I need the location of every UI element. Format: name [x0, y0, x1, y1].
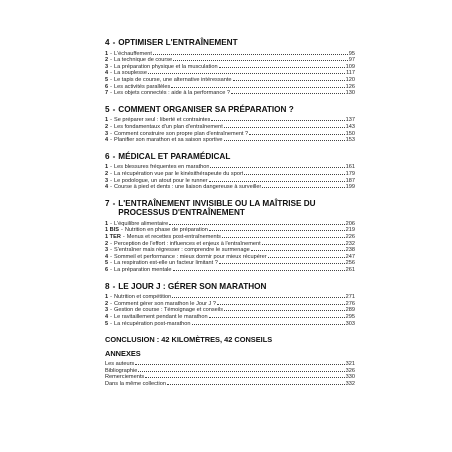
toc-entry[interactable] — [105, 221, 355, 228]
dot-leader — [145, 377, 344, 378]
entry-separator: - — [110, 177, 112, 184]
chapter-number: 5 — [105, 104, 110, 114]
dot-leader — [219, 67, 345, 68]
dot-leader — [153, 54, 348, 55]
dot-leader — [251, 250, 345, 251]
page-number: 206 — [345, 220, 355, 227]
entry-number: 3 — [105, 247, 109, 254]
entry-title: La respiration est-elle un facteur limitant ? — [114, 260, 218, 267]
entry-separator: - — [110, 260, 112, 267]
entry-number: 5 — [105, 320, 109, 327]
entry-title: Le ravitaillement pendant le marathon — [114, 314, 208, 320]
page-number: 232 — [345, 240, 355, 247]
chapter-separator: - — [112, 281, 116, 291]
entry-title: Le podologue, un atout pour le runner — [114, 177, 208, 184]
entry-title: Dans la même collection — [105, 380, 166, 387]
dot-leader — [209, 317, 345, 318]
annex-entry[interactable] — [105, 381, 355, 388]
entry-separator: - — [110, 164, 112, 171]
chapter-separator: - — [112, 151, 116, 161]
dot-leader — [219, 263, 345, 264]
chapter-number: 4 — [105, 38, 110, 47]
page-number: 303 — [345, 320, 355, 327]
dot-leader — [262, 187, 344, 188]
dot-leader — [172, 297, 344, 298]
toc-entry[interactable] — [105, 314, 355, 321]
annex-entry[interactable] — [105, 361, 355, 368]
entry-number: 5 — [105, 76, 109, 83]
chapter-heading — [105, 282, 355, 292]
entry-number: 1 — [105, 294, 109, 301]
dot-leader — [262, 244, 345, 245]
chapter-heading — [105, 199, 355, 218]
toc-entry[interactable] — [105, 90, 355, 97]
toc-entry[interactable] — [105, 64, 355, 71]
page-number: 130 — [345, 90, 355, 97]
entry-title: Les auteurs — [105, 361, 135, 368]
entry-separator: - — [110, 76, 112, 83]
entry-number: 2 — [105, 240, 109, 247]
entry-title: Comment construire son propre plan d'entraînement ? — [114, 130, 249, 137]
page-number: 150 — [345, 130, 355, 137]
entry-title: Le tapis de course, une alternative intéressante — [114, 76, 232, 83]
page-number: 330 — [345, 374, 355, 381]
toc-entry[interactable] — [105, 321, 355, 328]
entry-number: 1 BIS — [105, 227, 119, 234]
page-number: 226 — [345, 234, 355, 241]
entry-title: Perception de l'effort : influences et enjeux à l'entraînement — [114, 240, 261, 247]
toc-entry[interactable] — [105, 51, 355, 58]
chapter-number: 7 — [105, 198, 110, 208]
entry-title: La récupération post-marathon — [114, 320, 191, 327]
entry-number: 3 — [105, 130, 109, 137]
page-number: 161 — [345, 164, 355, 171]
toc-entry[interactable] — [105, 267, 355, 274]
dot-leader — [171, 87, 344, 88]
toc-entry[interactable] — [105, 247, 355, 254]
dot-leader — [233, 80, 345, 81]
toc-entry[interactable] — [105, 117, 355, 124]
chapter-section — [105, 152, 355, 191]
entry-separator: - — [110, 83, 112, 90]
entry-separator: - — [110, 130, 112, 137]
page-number: 321 — [345, 361, 355, 368]
dot-leader — [224, 140, 345, 141]
toc-entry[interactable] — [105, 164, 355, 171]
entry-separator: - — [110, 294, 112, 301]
toc-entry[interactable] — [105, 171, 355, 178]
entry-separator: - — [121, 227, 123, 234]
entry-number: 3 — [105, 177, 109, 184]
entry-title: La souplesse — [114, 70, 147, 77]
dot-leader — [148, 73, 345, 74]
page-number: 295 — [345, 314, 355, 320]
page-number: 199 — [345, 184, 355, 191]
entry-separator: - — [110, 314, 112, 320]
page-number: 117 — [346, 70, 355, 77]
dot-leader — [224, 127, 345, 128]
entry-separator: - — [110, 300, 112, 307]
annex-entry[interactable] — [105, 374, 355, 381]
entry-title: Remerciements — [105, 374, 145, 381]
entry-title: La technique de course — [114, 57, 173, 64]
chapter-section — [105, 38, 355, 97]
entry-number: 4 — [105, 314, 109, 320]
toc-entry[interactable] — [105, 227, 355, 234]
page-number: 271 — [345, 294, 355, 301]
toc-entry[interactable] — [105, 307, 355, 314]
entry-separator: - — [110, 247, 112, 254]
entry-number: 1 — [105, 220, 109, 227]
entry-number: 2 — [105, 123, 109, 130]
entry-separator: - — [110, 240, 112, 247]
entry-title: Course à pied et dents : une liaison dangereuse à surveiller — [114, 184, 262, 191]
entry-title: Menus et recettes post-entraînements — [126, 234, 221, 241]
dot-leader — [209, 181, 345, 182]
chapter-separator: - — [112, 198, 116, 208]
entry-number: 3 — [105, 63, 109, 70]
entry-number: 1 — [105, 50, 109, 57]
dot-leader — [244, 174, 344, 175]
conclusion-heading[interactable]: CONCLUSION : 42 KILOMÈTRES, 42 CONSEILS — [105, 335, 273, 345]
page-number: 126 — [345, 83, 355, 90]
toc-entry[interactable] — [105, 57, 355, 64]
entry-title: Sommeil et performance : mieux dormir pour mieux récupérer — [114, 253, 267, 260]
entry-title: Se préparer seul : liberté et contraintes — [114, 117, 211, 124]
dot-leader — [210, 167, 344, 168]
page-number: 109 — [345, 63, 355, 70]
chapter-heading — [105, 38, 355, 48]
toc-entry[interactable] — [105, 234, 355, 241]
toc-entry[interactable] — [105, 178, 355, 185]
toc-entry[interactable] — [105, 84, 355, 91]
entry-separator: - — [110, 253, 112, 260]
dot-leader — [173, 270, 345, 271]
entry-number: 4 — [105, 70, 109, 77]
dot-leader — [231, 93, 345, 94]
page-number: 187 — [345, 177, 355, 184]
page-number: 219 — [345, 227, 355, 234]
entry-separator: - — [110, 50, 112, 57]
entry-title: La préparation mentale — [114, 267, 172, 274]
dot-leader — [138, 371, 344, 372]
entry-separator: - — [110, 90, 112, 97]
entry-separator: - — [110, 220, 112, 227]
entry-number: 4 — [105, 253, 109, 260]
toc-entry[interactable] — [105, 184, 355, 191]
page-number: 261 — [345, 267, 355, 274]
entry-number: 4 — [105, 184, 109, 191]
entry-title: Les activités parallèles — [114, 83, 171, 90]
entry-separator: - — [110, 184, 112, 191]
chapter-title: COMMENT ORGANISER SA PRÉPARATION ? — [118, 104, 294, 114]
entry-number: 7 — [105, 90, 109, 97]
entry-number: 4 — [105, 137, 109, 144]
table-of-contents — [105, 38, 355, 388]
entry-title: Gestion de course : Témoignage et conseils — [114, 307, 224, 314]
entry-separator: - — [110, 57, 112, 64]
dot-leader — [217, 304, 345, 305]
entry-separator: - — [110, 170, 112, 177]
entry-number: 6 — [105, 267, 109, 274]
entry-separator: - — [110, 123, 112, 130]
entry-separator: - — [110, 70, 112, 77]
chapter-number: 6 — [105, 151, 110, 161]
dot-leader — [222, 237, 345, 238]
entry-title: Nutrition et compétition — [114, 294, 172, 301]
entry-separator: - — [110, 307, 112, 314]
page-number: 137 — [345, 117, 355, 124]
entry-number: 2 — [105, 170, 109, 177]
dot-leader — [211, 120, 344, 121]
entry-number: 1 — [105, 164, 109, 171]
page-number: 256 — [345, 260, 355, 267]
dot-leader — [268, 257, 345, 258]
dot-leader — [167, 384, 345, 385]
toc-entry[interactable] — [105, 70, 355, 77]
page-number: 153 — [345, 137, 355, 144]
entry-number: 6 — [105, 83, 109, 90]
dot-leader — [224, 310, 345, 311]
toc-entry[interactable] — [105, 294, 355, 301]
entry-title: La récupération vue par le kinésithérapeute du sport — [114, 170, 244, 177]
entry-separator: - — [110, 267, 112, 274]
entry-number: 2 — [105, 300, 109, 307]
dot-leader — [173, 60, 348, 61]
dot-leader — [192, 324, 345, 325]
chapter-title: LE JOUR J : GÉRER SON MARATHON — [118, 281, 267, 291]
chapter-number: 8 — [105, 281, 110, 291]
toc-entry[interactable] — [105, 301, 355, 308]
page-number: 120 — [345, 76, 355, 83]
entry-separator: - — [122, 234, 125, 241]
toc-entry[interactable] — [105, 137, 355, 144]
dot-leader — [209, 230, 345, 231]
entry-separator: - — [110, 320, 112, 327]
page-number: 238 — [345, 247, 355, 254]
entry-separator: - — [110, 137, 112, 144]
entry-title: L'échauffement — [114, 50, 152, 57]
entry-number: 2 — [105, 57, 109, 64]
chapter-section — [105, 105, 355, 144]
toc-entry[interactable] — [105, 241, 355, 248]
toc-entry[interactable] — [105, 260, 355, 267]
entry-title: Comment gérer son marathon le Jour J ? — [114, 300, 216, 307]
chapter-title: OPTIMISER L'ENTRAÎNEMENT — [118, 38, 238, 47]
entry-title: Les objets connectés : aide à la performance ? — [114, 90, 230, 97]
page-number: 95 — [348, 50, 355, 57]
page-number: 247 — [345, 253, 355, 260]
page-number: 179 — [345, 170, 355, 177]
entry-title: L'équilibre alimentaire — [114, 220, 169, 227]
chapter-separator: - — [112, 104, 116, 114]
dot-leader — [169, 224, 344, 225]
chapter-title: MÉDICAL ET PARAMÉDICAL — [118, 151, 231, 161]
entry-number: 3 — [105, 307, 109, 314]
page-number: 289 — [345, 307, 355, 314]
entry-number: 1 — [105, 117, 109, 124]
chapter-section — [105, 282, 355, 328]
annexes-heading: ANNEXES — [105, 349, 141, 359]
entry-title: Les blessures fréquentes en marathon — [114, 164, 210, 171]
page-number: 97 — [348, 57, 355, 64]
entry-title: Planifier son marathon et sa saison sportive — [114, 137, 223, 144]
chapter-title: L'ENTRAÎNEMENT INVISIBLE OU LA MAÎTRISE DU PROCESSUS D'ENTRAÎNEMENT — [118, 198, 316, 218]
entry-title: La préparation physique et la musculation — [114, 63, 218, 70]
annex-entry[interactable] — [105, 368, 355, 375]
page-number: 332 — [345, 380, 355, 387]
entry-separator: - — [110, 117, 112, 124]
entry-title: Nutrition en phase de préparation — [124, 227, 208, 234]
toc-entry[interactable] — [105, 131, 355, 138]
chapter-heading — [105, 152, 355, 162]
entry-separator: - — [110, 63, 112, 70]
page-number: 143 — [345, 123, 355, 130]
dot-leader — [135, 364, 344, 365]
toc-entry[interactable] — [105, 77, 355, 84]
page-number: 276 — [345, 300, 355, 307]
dot-leader — [249, 134, 345, 135]
entry-title: Les fondamentaux d'un plan d'entraînement — [114, 123, 223, 130]
chapter-section — [105, 199, 355, 274]
chapter-separator: - — [112, 38, 116, 47]
entry-number: 1 TER — [105, 234, 121, 241]
entry-title: S'entraîner mais régresser : comprendre le surmenage — [114, 247, 250, 254]
toc-entry[interactable] — [105, 254, 355, 261]
chapter-heading — [105, 105, 355, 115]
entry-number: 5 — [105, 260, 109, 267]
page-number: 326 — [345, 367, 355, 374]
entry-title: Bibliographie — [105, 367, 138, 374]
toc-entry[interactable] — [105, 124, 355, 131]
